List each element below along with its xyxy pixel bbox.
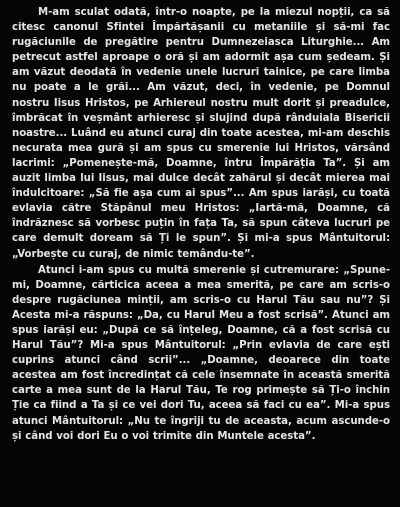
paragraph-vision: M-am sculat odată, într-o noapte, pe la miezul nopții, ca să citesc canonul Sfintei Împărtășanii cu metaniile și să-mi fac rugăciunile de pregătire pentru Dumnezeiasca Liturghie... Am petrecut astfel aproape o oră și am adormit așa cum ședeam. Și am văzut deodată în vedenie unele lucruri tainice, pe care limba nu poate a le grăi... Am văzut, deci, în vedenie, pe Domnul nostru Iisus Hristos, pe Arhiereul nostru mult dorit și preadulce, îmbrăcat în veșmânt arhieresc și slujind după rânduiala Bisericii noastre... Luând eu atunci curaj din toate acestea, mi-am deschis necurata mea gură și am spus cu smerenie lui Hristos, vărsând lacrimi: „Pomenește-mă, Doamne, întru Împărăția Ta”. Și am auzit limba lui Iisus, mai dulce decât zahărul și decât mierea mai îndulcitoare: „Să fie așa cum ai spus”... Am spus iarăși, cu toată evlavia către Stăpânul meu Hristos: „Iartă-mă, Doamne, că îndrăznesc să vorbesc puțin în fața Ta, să spun câteva lucruri pe care demult doream să Ți le spun”. Și mi-a spus Mântuitorul: „Vorbește cu curaj, de nimic temându-te”.: [12, 7, 390, 260]
paragraph-dialogue: Atunci i-am spus cu multă smerenie și cutremurare: „Spune-mi, Doamne, cărticica aceea a mea smerită, pe care am scris-o despre rugăciunea minții, am scris-o cu Harul Tău sau nu”? Și Acesta mi-a răspuns: „Da, cu Harul Meu a fost scrisă”. Atunci am spus iarăși eu: „După ce să înțeleg, Doamne, că a fost scrisă cu Harul Tău”? Mi-a spus Mântuitorul: „Prin evlavia de care ești cuprins atunci când scrii”... „Doamne, deoarece din toate acestea am fost încredințat că cele însemnate în această smerită carte a mea sunt de la Harul Tău, Te rog primește să Ți-o închin Ție ca fiind a Ta și ce vei dori Tu, aceea să faci cu ea”. Mi-a spus atunci Mântuitorul: „Nu te îngriji tu de aceasta, acum ascunde-o și când voi dori Eu o voi trimite din Muntele acesta”.: [12, 264, 390, 442]
